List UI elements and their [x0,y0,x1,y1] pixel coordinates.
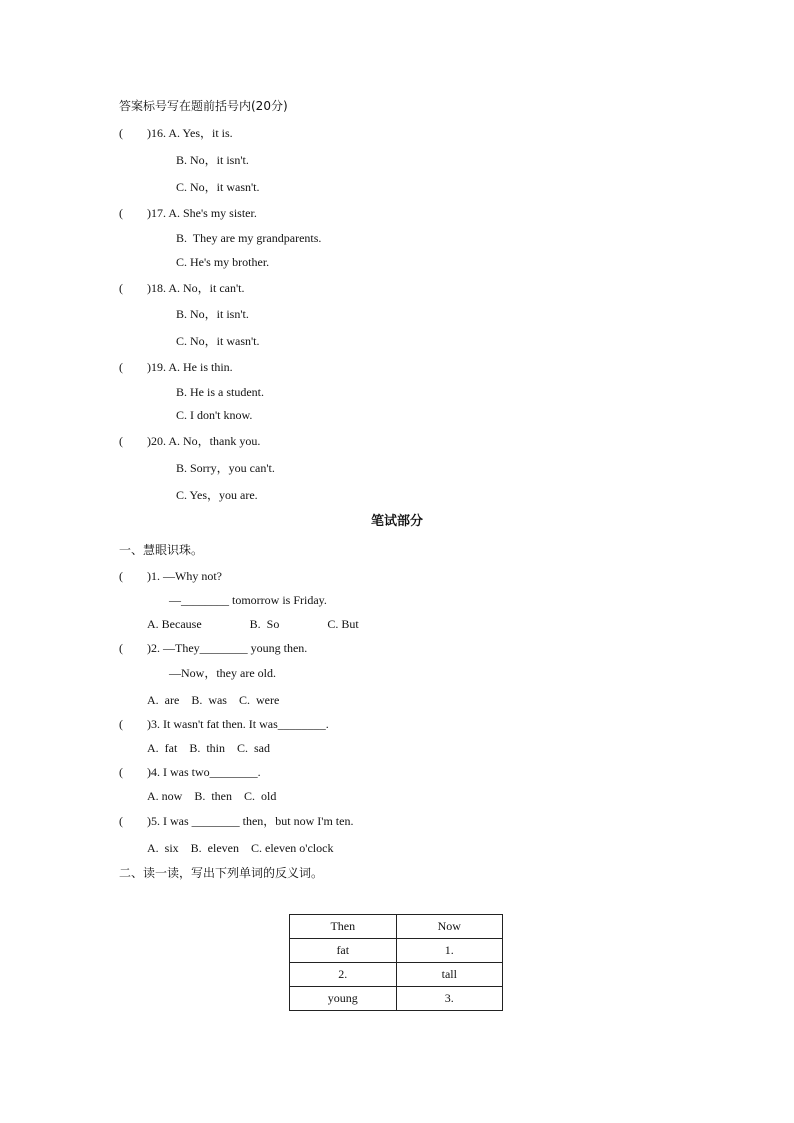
table-cell: 3. [396,987,502,1011]
q2-reply: —Now，they are old. [169,666,276,680]
written-section-title: 笔试部分 [370,514,423,529]
question-19-stem: ( )19. A. He is thin. [119,360,233,374]
q3-stem: ( )3. It wasn't fat then. It was________. [119,717,329,731]
q1-answer-line: —________ tomorrow is Friday. [169,593,327,607]
question-18-option-b: B. No，it isn't. [176,307,249,321]
listening-instruction: 答案标号写在题前括号内(20分) [119,99,288,113]
question-20-stem: ( )20. A. No，thank you. [119,434,261,448]
question-17-option-c: C. He's my brother. [176,255,270,269]
table-header-row [290,915,503,939]
q2-options: A. are B. was C. were [147,693,280,707]
question-19-option-c: C. I don't know. [176,408,253,422]
q5-options: A. six B. eleven C. eleven o'clock [147,841,334,855]
question-17-option-b: B. They are my grandparents. [176,231,322,245]
table-cell: young [290,987,397,1011]
question-16-stem: ( )16. A. Yes，it is. [119,126,233,140]
q4-options: A. now B. then C. old [147,789,277,803]
question-16-option-b: B. No，it isn't. [176,153,249,167]
q5-stem: ( )5. I was ________ then，but now I'm ten. [119,814,354,828]
question-16-option-c: C. No，it wasn't. [176,180,260,194]
q3-options: A. fat B. thin C. sad [147,741,270,755]
q1-stem: ( )1. —Why not? [119,569,222,583]
question-17-stem: ( )17. A. She's my sister. [119,206,257,220]
table-header-now: Now [396,915,502,939]
q4-stem: ( )4. I was two________. [119,765,261,779]
table-cell: fat [290,939,397,963]
q2-stem: ( )2. —They________ young then. [119,641,308,655]
question-19-option-b: B. He is a student. [176,385,264,399]
table-cell: tall [396,963,502,987]
question-18-stem: ( )18. A. No，it can't. [119,281,245,295]
table-cell: 1. [396,939,502,963]
question-20-option-c: C. Yes，you are. [176,488,258,502]
table-cell: 2. [290,963,397,987]
table-row [290,987,503,1011]
antonym-table [289,914,503,1011]
table-row [290,939,503,963]
q1-options: A. Because B. So C. But [147,617,359,631]
question-20-option-b: B. Sorry，you can't. [176,461,275,475]
section-1-heading: 一、慧眼识珠。 [119,543,204,557]
table-row [290,963,503,987]
section-2-heading: 二、读一读，写出下列单词的反义词。 [119,866,324,880]
question-18-option-c: C. No，it wasn't. [176,334,260,348]
table-header-then: Then [290,915,397,939]
